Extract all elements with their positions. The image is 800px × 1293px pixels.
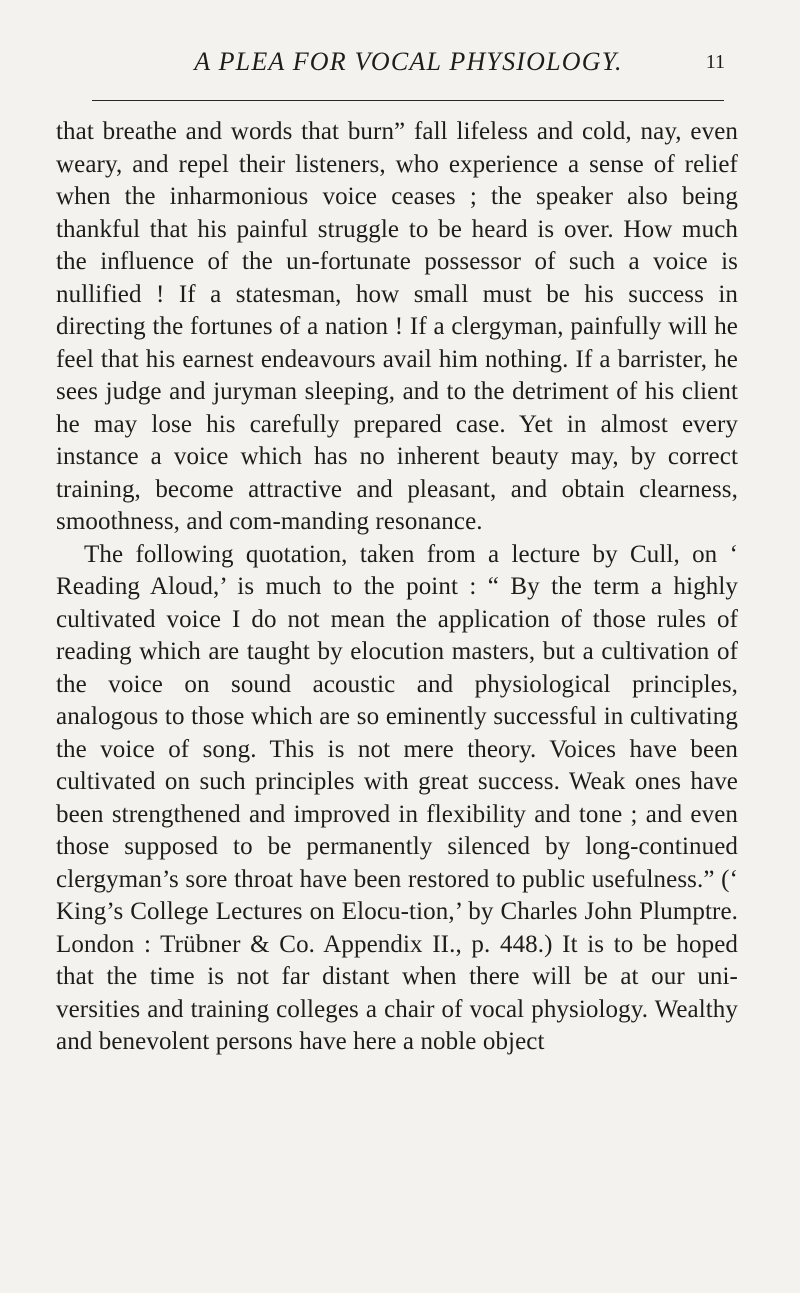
header-rule xyxy=(92,100,724,101)
page-number: 11 xyxy=(705,51,725,73)
running-title: A PLEA FOR VOCAL PHYSIOLOGY. xyxy=(194,47,623,76)
paragraph-continued: that breathe and words that burn” fall lifeless and cold, nay, even weary, and repel their listeners, who experience a sense of relief when the inharmonious voice ceases ; the speaker also being thankful that his painful struggle to be heard is over. How much the influence of the un-fortunate possessor of such a voice is nullified ! If a statesman, how small must be his success in directing the fortunes of a nation ! If a clergyman, painfully will he feel that his earnest endeavours avail him nothing. If a barrister, he sees judge and juryman sleeping, and to the detriment of his client he may lose his carefully prepared case. Yet in almost every instance a voice which has no inherent beauty may, by correct training, become attractive and pleasant, and obtain clearness, smoothness, and com-manding resonance. xyxy=(56,118,738,535)
body-text xyxy=(56,116,738,1059)
paragraph-quotation: The following quotation, taken from a lecture by Cull, on ‘ Reading Aloud,’ is much to the point : “ By the term a highly cultivated voice I do not mean the application of those rules of reading which are taught by elocution masters, but a cultivation of the voice on sound acoustic and physiological principles, analogous to those which are so eminently successful in cultivating the voice of song. This is not mere theory. Voices have been cultivated on such principles with great success. Weak ones have been strengthened and improved in flexibility and tone ; and even those supposed to be permanently silenced by long-continued clergyman’s sore throat have been restored to public usefulness.” (‘ King’s College Lectures on Elocu-tion,’ by Charles John Plumptre. London : Trübner & Co. Appendix II., p. 448.) It is to be hoped that the time is not far distant when there will be at our uni-versities and training colleges a chair of vocal physiology. Wealthy and benevolent persons have here a noble object xyxy=(56,540,738,1055)
running-head xyxy=(92,46,725,86)
